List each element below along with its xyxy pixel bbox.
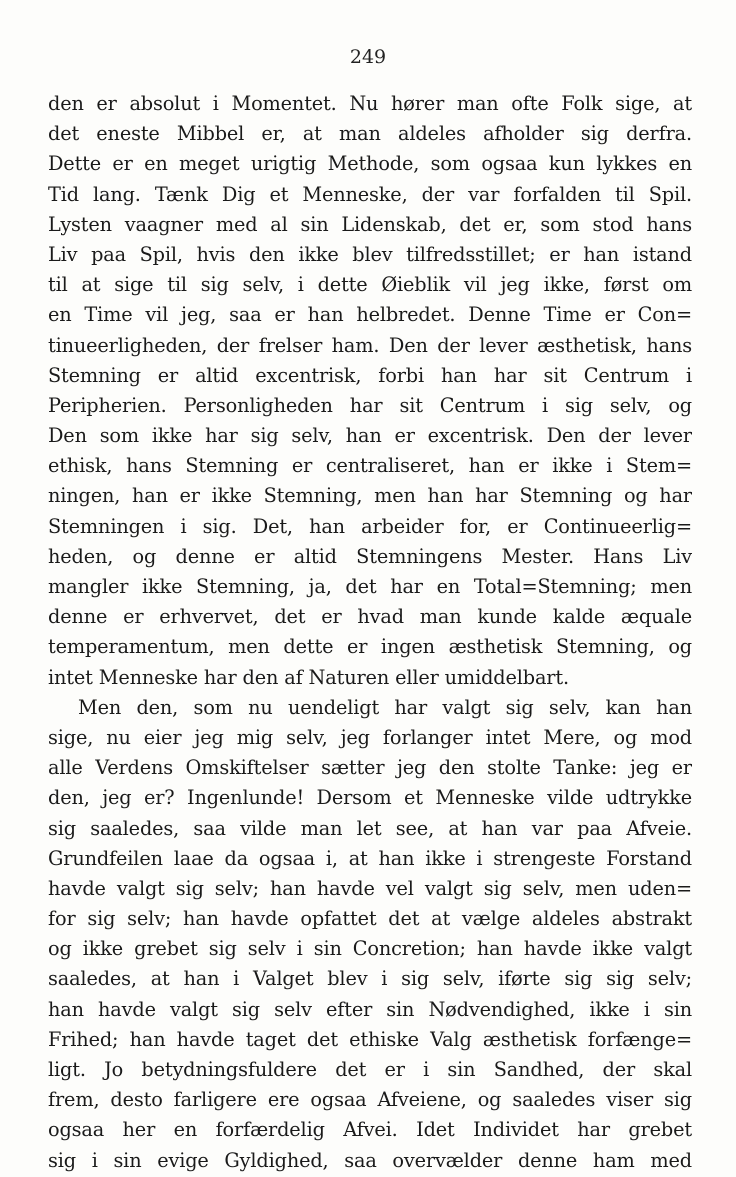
text-line: sig i sin evige Gyldighed, saa overvælder denne ham med <box>48 1148 692 1172</box>
text-line: alle Verdens Omskiftelser sætter jeg den stolte Tanke: jeg er <box>48 756 692 780</box>
text-line: han havde valgt sig selv efter sin Nødvendighed, ikke i sin <box>48 997 692 1021</box>
text-line: Men den, som nu uendeligt har valgt sig selv, kan han <box>78 695 692 719</box>
text-line: frem, desto farligere ere ogsaa Afveiene, og saaledes viser sig <box>48 1088 692 1112</box>
text-line: Liv paa Spil, hvis den ikke blev tilfredsstillet; er han istand <box>48 242 692 266</box>
text-line: den er absolut i Momentet. Nu hører man ofte Folk sige, at <box>48 92 692 115</box>
text-line: mangler ikke Stemning, ja, det har en Total=Stemning; men <box>48 575 692 598</box>
text-line: sig saaledes, saa vilde man let see, at han var paa Afveie. <box>48 816 692 840</box>
text-line: og ikke grebet sig selv i sin Concretion; han havde ikke valgt <box>48 937 692 961</box>
text-line: Stemningen i sig. Det, han arbeider for, er Continueerlig= <box>48 514 692 538</box>
text-line: tinueerligheden, der frelser ham. Den der lever æsthetisk, hans <box>48 333 692 357</box>
text-line: ningen, han er ikke Stemning, men han har Stemning og har <box>48 484 692 508</box>
text-line: sige, nu eier jeg mig selv, jeg forlanger intet Mere, og mod <box>48 725 692 749</box>
text-line: intet Menneske har den af Naturen eller umiddelbart. <box>48 665 569 689</box>
text-line: Dette er en meget urigtig Methode, som ogsaa kun lykkes en <box>48 152 692 176</box>
text-line: Den som ikke har sig selv, han er excentrisk. Den der lever <box>48 424 692 448</box>
text-line: heden, og denne er altid Stemningens Mester. Hans Liv <box>48 544 692 568</box>
text-line: ethisk, hans Stemning er centraliseret, han er ikke i Stem= <box>48 454 692 478</box>
body-text <box>48 89 692 1176</box>
text-line: Tid lang. Tænk Dig et Menneske, der var forfalden til Spil. <box>48 182 692 206</box>
text-line: saaledes, at han i Valget blev i sig selv, iførte sig sig selv; <box>48 967 692 991</box>
text-line: temperamentum, men dette er ingen æsthetisk Stemning, og <box>48 635 692 659</box>
text-line: den, jeg er? Ingenlunde! Dersom et Menneske vilde udtrykke <box>48 786 692 810</box>
text-line: denne er erhvervet, det er hvad man kunde kalde æquale <box>48 605 692 629</box>
text-line: Stemning er altid excentrisk, forbi han har sit Centrum i <box>48 363 692 387</box>
page-number: 249 <box>349 46 387 68</box>
text-line: ogsaa her en forfærdelig Afvei. Idet Individet har grebet <box>48 1118 692 1142</box>
text-line: til at sige til sig selv, i dette Øieblik vil jeg ikke, først om <box>48 273 692 297</box>
text-line: en Time vil jeg, saa er han helbredet. Denne Time er Con= <box>48 303 692 327</box>
text-line: det eneste Mibbel er, at man aldeles afholder sig derfra. <box>48 122 692 146</box>
text-line: Lysten vaagner med al sin Lidenskab, det er, som stod hans <box>48 212 692 236</box>
text-line: Grundfeilen laae da ogsaa i, at han ikke i strengeste Forstand <box>48 846 692 870</box>
text-line: Frihed; han havde taget det ethiske Valg æsthetisk forfænge= <box>48 1027 692 1051</box>
text-line: havde valgt sig selv; han havde vel valgt sig selv, men uden= <box>48 876 692 900</box>
text-line: ligt. Jo betydningsfuldere det er i sin Sandhed, der skal <box>48 1058 692 1081</box>
text-line: Peripherien. Personligheden har sit Centrum i sig selv, og <box>48 393 692 417</box>
text-line: for sig selv; han havde opfattet det at vælge aldeles abstrakt <box>48 907 692 931</box>
